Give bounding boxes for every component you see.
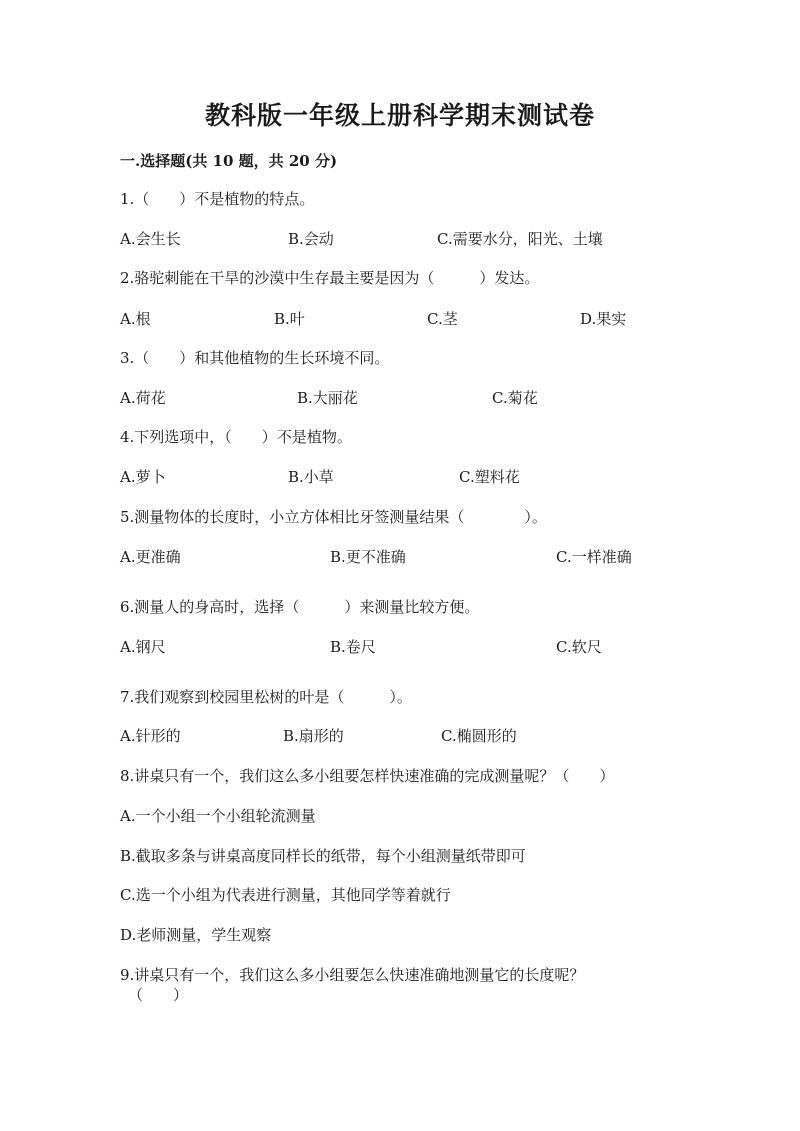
question-5-stem: 5.测量物体的长度时，小立方体相比牙签测量结果（ ）。 — [120, 508, 547, 526]
question-4-option-a: A.萝卜 — [120, 468, 166, 486]
question-4-stem: 4.下列选项中，（ ）不是植物。 — [120, 428, 352, 446]
question-5-option-a: A.更准确 — [120, 548, 181, 566]
question-7-stem: 7.我们观察到校园里松树的叶是（ ）。 — [120, 688, 412, 706]
question-9-answer-blank: （ ） — [128, 986, 189, 1004]
question-9-stem: 9.讲桌只有一个，我们这么多小组要怎么快速准确地测量它的长度呢？ — [120, 966, 585, 984]
question-6-stem: 6.测量人的身高时，选择（ ）来测量比较方便。 — [120, 598, 480, 616]
question-1-option-c: C.需要水分，阳光、土壤 — [437, 230, 603, 248]
question-3-option-c: C.菊花 — [492, 389, 538, 407]
question-3-stem: 3.（ ）和其他植物的生长环境不同。 — [120, 349, 390, 367]
question-2-option-b: B.叶 — [274, 310, 305, 328]
question-1-stem: 1.（ ）不是植物的特点。 — [120, 190, 315, 208]
question-5-option-b: B.更不准确 — [330, 548, 406, 566]
page-title: 教科版一年级上册科学期末测试卷 — [204, 101, 595, 130]
question-6-option-c: C.软尺 — [556, 638, 602, 656]
section-heading: 一.选择题(共 10 题，共 20 分) — [120, 152, 338, 170]
question-8-option-c: C.选一个小组为代表进行测量，其他同学等着就行 — [120, 886, 451, 904]
question-2-option-d: D.果实 — [580, 310, 627, 328]
question-4-option-b: B.小草 — [288, 468, 334, 486]
question-2-stem: 2.骆驼刺能在干旱的沙漠中生存最主要是因为（ ）发达。 — [120, 269, 540, 287]
question-7-option-b: B.扇形的 — [283, 727, 344, 745]
question-8-option-a: A.一个小组一个小组轮流测量 — [120, 807, 316, 825]
question-1-option-b: B.会动 — [288, 230, 334, 248]
question-7-option-a: A.针形的 — [120, 727, 181, 745]
question-2-option-a: A.根 — [120, 310, 151, 328]
question-4-option-c: C.塑料花 — [459, 468, 520, 486]
question-6-option-b: B.卷尺 — [330, 638, 376, 656]
question-8-stem: 8.讲桌只有一个，我们这么多小组要怎样快速准确的完成测量呢？（ ） — [120, 767, 615, 785]
question-3-option-b: B.大丽花 — [297, 389, 358, 407]
question-7-option-c: C.椭圆形的 — [441, 727, 517, 745]
question-6-option-a: A.钢尺 — [120, 638, 166, 656]
question-1-option-a: A.会生长 — [120, 230, 181, 248]
question-2-option-c: C.茎 — [427, 310, 458, 328]
question-8-option-b: B.截取多条与讲桌高度同样长的纸带，每个小组测量纸带即可 — [120, 847, 526, 865]
question-8-option-d: D.老师测量，学生观察 — [120, 926, 272, 944]
question-5-option-c: C.一样准确 — [556, 548, 632, 566]
question-3-option-a: A.荷花 — [120, 389, 166, 407]
